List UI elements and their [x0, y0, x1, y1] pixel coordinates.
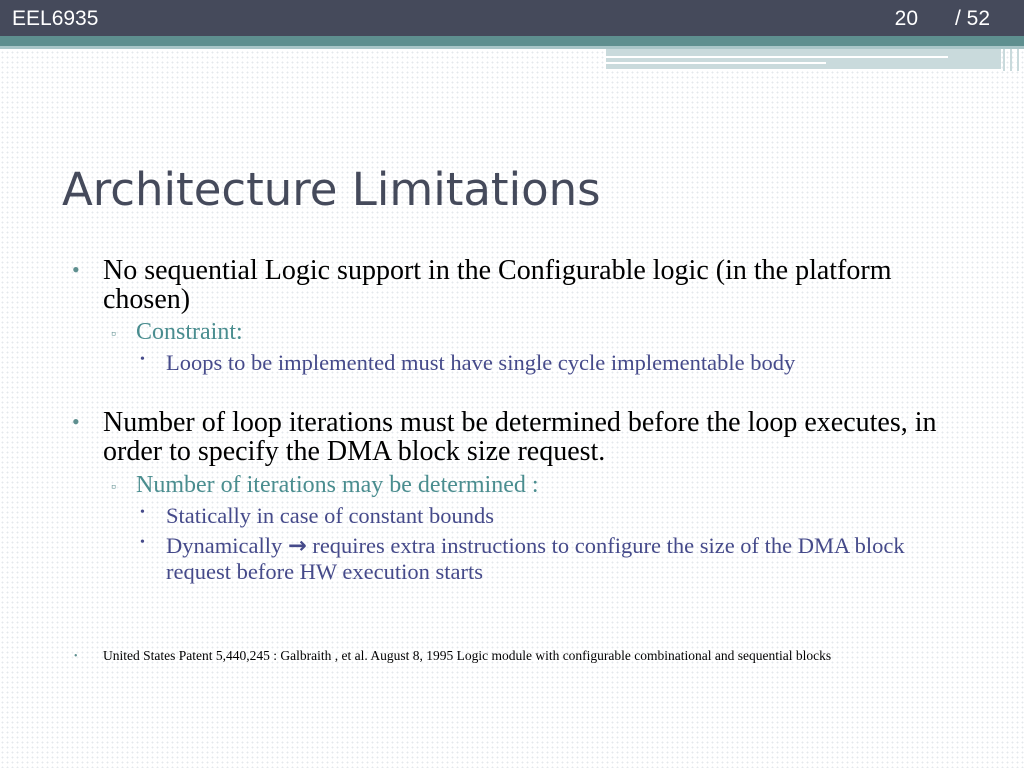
slide-title: Architecture Limitations [62, 163, 601, 216]
header-decoration [606, 49, 1001, 69]
course-code: EEL6935 [12, 7, 99, 30]
header-stripe [0, 36, 1024, 46]
dot-bullet-icon: • [140, 535, 145, 550]
footnote-text: United States Patent 5,440,245 : Galbraith , et al. August 8, 1995 Logic module with configurable combinational and sequential blocks [103, 648, 832, 663]
square-bullet-icon: ▫ [111, 327, 116, 342]
sub-sub-bullet-text: Loops to be implemented must have single cycle implementable body [166, 350, 796, 375]
header-bar [0, 0, 1024, 36]
sub-bullet-text: Number of iterations may be determined : [136, 472, 539, 498]
dot-bullet-icon: • [140, 352, 145, 367]
sub-sub-bullet-text: Statically in case of constant bounds [166, 503, 495, 528]
bullet-icon: • [72, 409, 80, 434]
dot-bullet-icon: • [140, 505, 145, 520]
bullet-text: Number of loop iterations must be determined before the loop executes, in order to specify the DMA block size request. [103, 407, 937, 467]
dynamic-label: Dynamically [166, 533, 283, 558]
sub-sub-bullet-text [166, 533, 956, 585]
bullet-icon: • [72, 257, 80, 282]
square-bullet-icon: ▫ [111, 480, 116, 495]
page-number: 20 [894, 7, 918, 30]
sub-bullet-text: Constraint: [136, 319, 243, 345]
bullet-text: No sequential Logic support in the Configurable logic (in the platform chosen) [103, 255, 892, 315]
decoration-bar [1017, 49, 1019, 71]
decoration-bar [1003, 49, 1005, 71]
decoration-line [606, 56, 948, 58]
decoration-line [606, 62, 826, 64]
bullet-icon: • [74, 651, 78, 662]
right-arrow-icon: → [287, 533, 307, 559]
dynamic-description: requires extra instructions to configure the size of the DMA block request before HW execution starts [166, 533, 905, 584]
page-total: / 52 [954, 7, 990, 30]
decoration-bar [1010, 49, 1012, 71]
